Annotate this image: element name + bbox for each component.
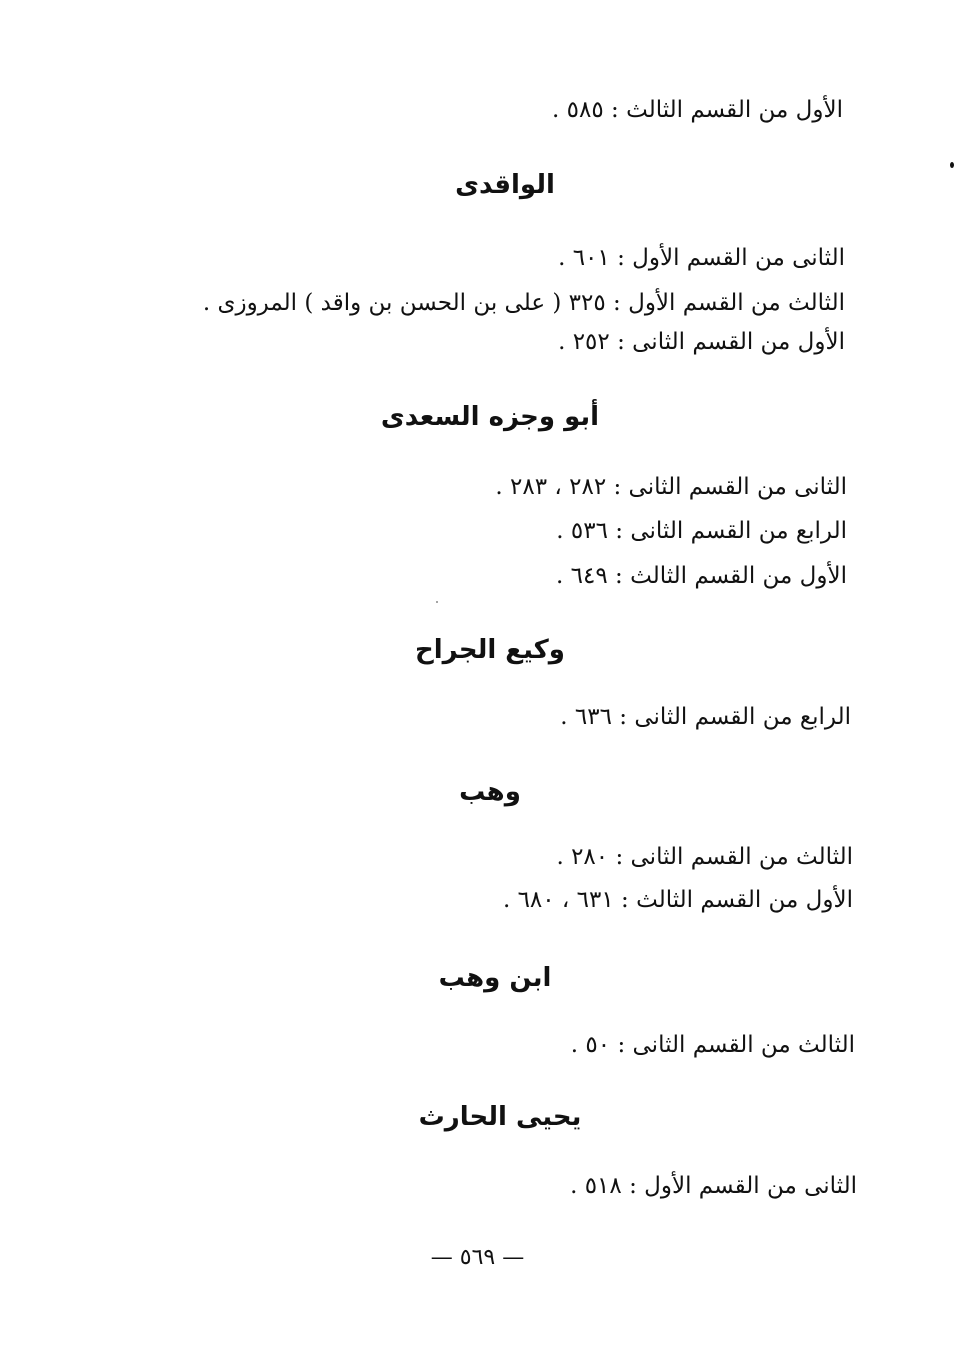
entry-line: الثانى من القسم الأول : ٥١٨ . — [570, 1173, 857, 1199]
entry-line: الأول من القسم الثانى : ٢٥٢ . — [558, 329, 845, 355]
section-heading: يحيى الحارث — [418, 1102, 582, 1132]
entry-line: الثالث من القسم الثانى : ٢٨٠ . — [556, 844, 853, 870]
section-heading: الواقدى — [455, 170, 555, 200]
entry-line: الرابع من القسم الثانى : ٥٣٦ . — [556, 518, 847, 544]
entry-line: الأول من القسم الثالث : ٥٨٥ . — [552, 97, 843, 123]
section-heading: وكيع الجراح — [415, 635, 565, 665]
entry-line: الرابع من القسم الثانى : ٦٣٦ . — [560, 704, 851, 730]
scan-speck — [436, 601, 438, 603]
entry-line: الأول من القسم الثالث : ٦٤٩ . — [556, 563, 847, 589]
page-number: — ٥٦٩ — — [430, 1245, 525, 1270]
section-heading: أبو وجزه السعدى — [380, 402, 600, 432]
entry-line: الأول من القسم الثالث : ٦٣١ ، ٦٨٠ . — [502, 887, 853, 913]
entry-line: الثانى من القسم الأول : ٦٠١ . — [558, 245, 845, 271]
entry-line: الثانى من القسم الثانى : ٢٨٢ ، ٢٨٣ . — [495, 474, 847, 500]
section-heading: وهب — [459, 777, 521, 807]
entry-line: الثالث من القسم الأول : ٣٢٥ ( على بن الحسن بن واقد ) المروزى . — [202, 290, 845, 316]
section-heading: ابن وهب — [438, 963, 552, 993]
scan-speck — [950, 162, 954, 168]
entry-line: الثالث من القسم الثانى : ٥٠ . — [570, 1032, 855, 1058]
